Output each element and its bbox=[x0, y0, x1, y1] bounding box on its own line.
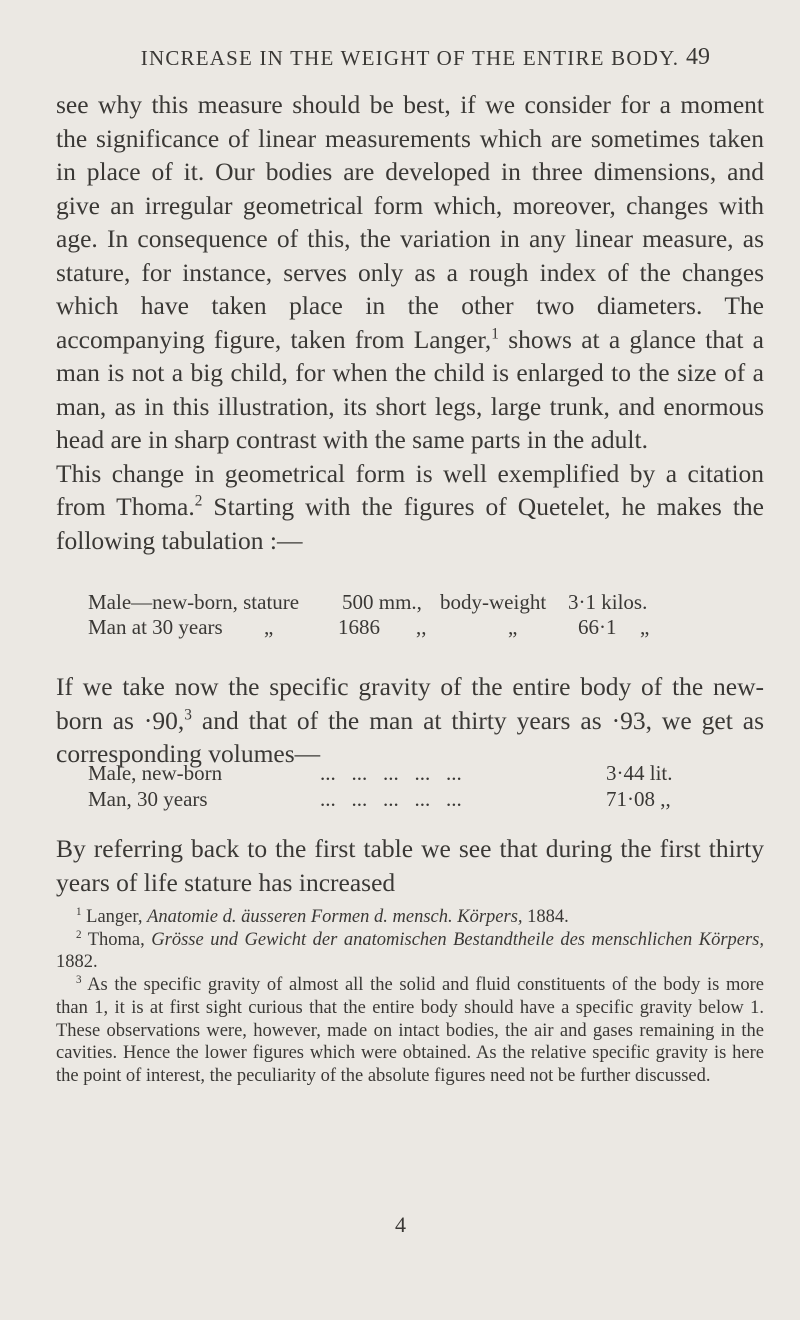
paragraph-3-block bbox=[56, 670, 764, 771]
page-number: 49 bbox=[686, 44, 710, 70]
footnote-3: $^3$ As the specific gravity of almost all the solid and fluid constituents of the body is more than 1, it is at first sight curious that the entire body should have a specific gravity below 1. These observations were, however, made on intact bodies, the air and gases remaining in the cavities. Hence the lower figures which were obtained. As the relative specific gravity is here the point of interest, the peculiarity of the absolute figures need not be further discussed. bbox=[56, 973, 764, 1086]
paragraph-4-block bbox=[56, 832, 764, 899]
footnote-ref-1[interactable]: 1 bbox=[491, 325, 499, 342]
paragraph-3: If we take now the specific gravity of the entire body of the new-born as ·90,$^3$ and that of the man at thirty years as ·93, we get as corresponding volumes— bbox=[56, 672, 764, 768]
footnotes bbox=[56, 906, 764, 1088]
paragraph-2: This change in geometrical form is well exemplified by a citation from Thoma.$^2$ Starting with the figures of Quetelet, he makes the following tabulation :— bbox=[56, 458, 764, 555]
footnote-ref-3[interactable]: 3 bbox=[184, 706, 192, 723]
paragraph-4: By referring back to the first table we see that during the first thirty years of life stature has increased bbox=[56, 834, 764, 897]
main-text bbox=[56, 88, 764, 557]
paragraph-1: see why this measure should be best, if we consider for a moment the significance of linear measurements which are sometimes taken in place of it. Our bodies are developed in three dimensions, and give an irregular geometrical form which, moreover, changes with age. In consequence of this, the variation in any linear measure, as stature, for instance, serves only as a rough index of the changes which have taken place in the other two diameters. The accompanying figure, taken from Langer,$^1$ shows at a glance that a man is not a big child, for when the child is enlarged to the size of a man, as in this illustration, its short legs, large trunk, and enormous head are in sharp contrast with the same parts in the adult. bbox=[56, 90, 765, 454]
footnote-ref-2[interactable]: 2 bbox=[194, 492, 203, 510]
footnote-1: $^1$ Langer, Anatomie d. äusseren Formen d. mensch. Körpers, 1884. bbox=[76, 905, 569, 927]
signature-mark: 4 bbox=[395, 1212, 406, 1237]
running-header: INCREASE IN THE WEIGHT OF THE ENTIRE BODY. bbox=[140, 46, 680, 70]
book-page: INCREASE IN THE WEIGHT OF THE ENTIRE BODY. 49 see why this measure should be best, if we consider for a moment the significance of linear measurements which are sometimes taken in place of it. Our bodies are developed in three dimensions, and give an irregular geometrical form which, moreover, changes with age. In consequence of this, the variation in any linear measure, as stature, for instance, serves only as a rough index of the changes which have taken place in the other two diameters. The accompanying figure, taken from Langer,$^1$ shows at a glance that a man is not a big child, for when the child is enlarged to the size of a man, as in this illustration, its short legs, large trunk, and enormous head are in sharp contrast with the same parts in the adult. This change in geometrical form is well exemplified by a citation from Thoma.$^2$ Starting with the figures of Quetelet, he makes the following tabulation :— Male—new-born, stature 500 mm., body-weight 3·1 kilos. Man at 30 years „ 1686 ,, „ 66·1 „ If we take now the specific gravity of the entire body of the new-born as ·90,$^3$ and that of the man at thirty years as ·93, we get as corresponding volumes— Male, new-born ... ... ... ... ... 3·44 lit. Man, 30 years ... ... ... ... ... 71·08 ,, By referring back to the first table we see that during the first thirty years of life stature has increased $^1$ Langer, Anatomie d. äusseren Formen d. mensch. Körpers, 1884. $^2$ Thoma, Grösse und Gewicht der anatomischen Bestandtheile des menschlichen Körpers, 1882. $^3$ As the specific gravity of almost all the solid and fluid constituents of the body is more than 1, it is at first sight curious that the entire body should have a specific gravity below 1. These observations were, however, made on intact bodies, the air and gases remaining in the cavities. Hence the lower figures which were obtained. As the relative specific gravity is here the point of interest, the peculiarity of the absolute figures need not be further discussed. 4 bbox=[56, 44, 765, 1237]
footnote-2: $^2$ Thoma, Grösse und Gewicht der anatomischen Bestandtheile des menschlichen Körpers, 1882. bbox=[56, 928, 765, 973]
